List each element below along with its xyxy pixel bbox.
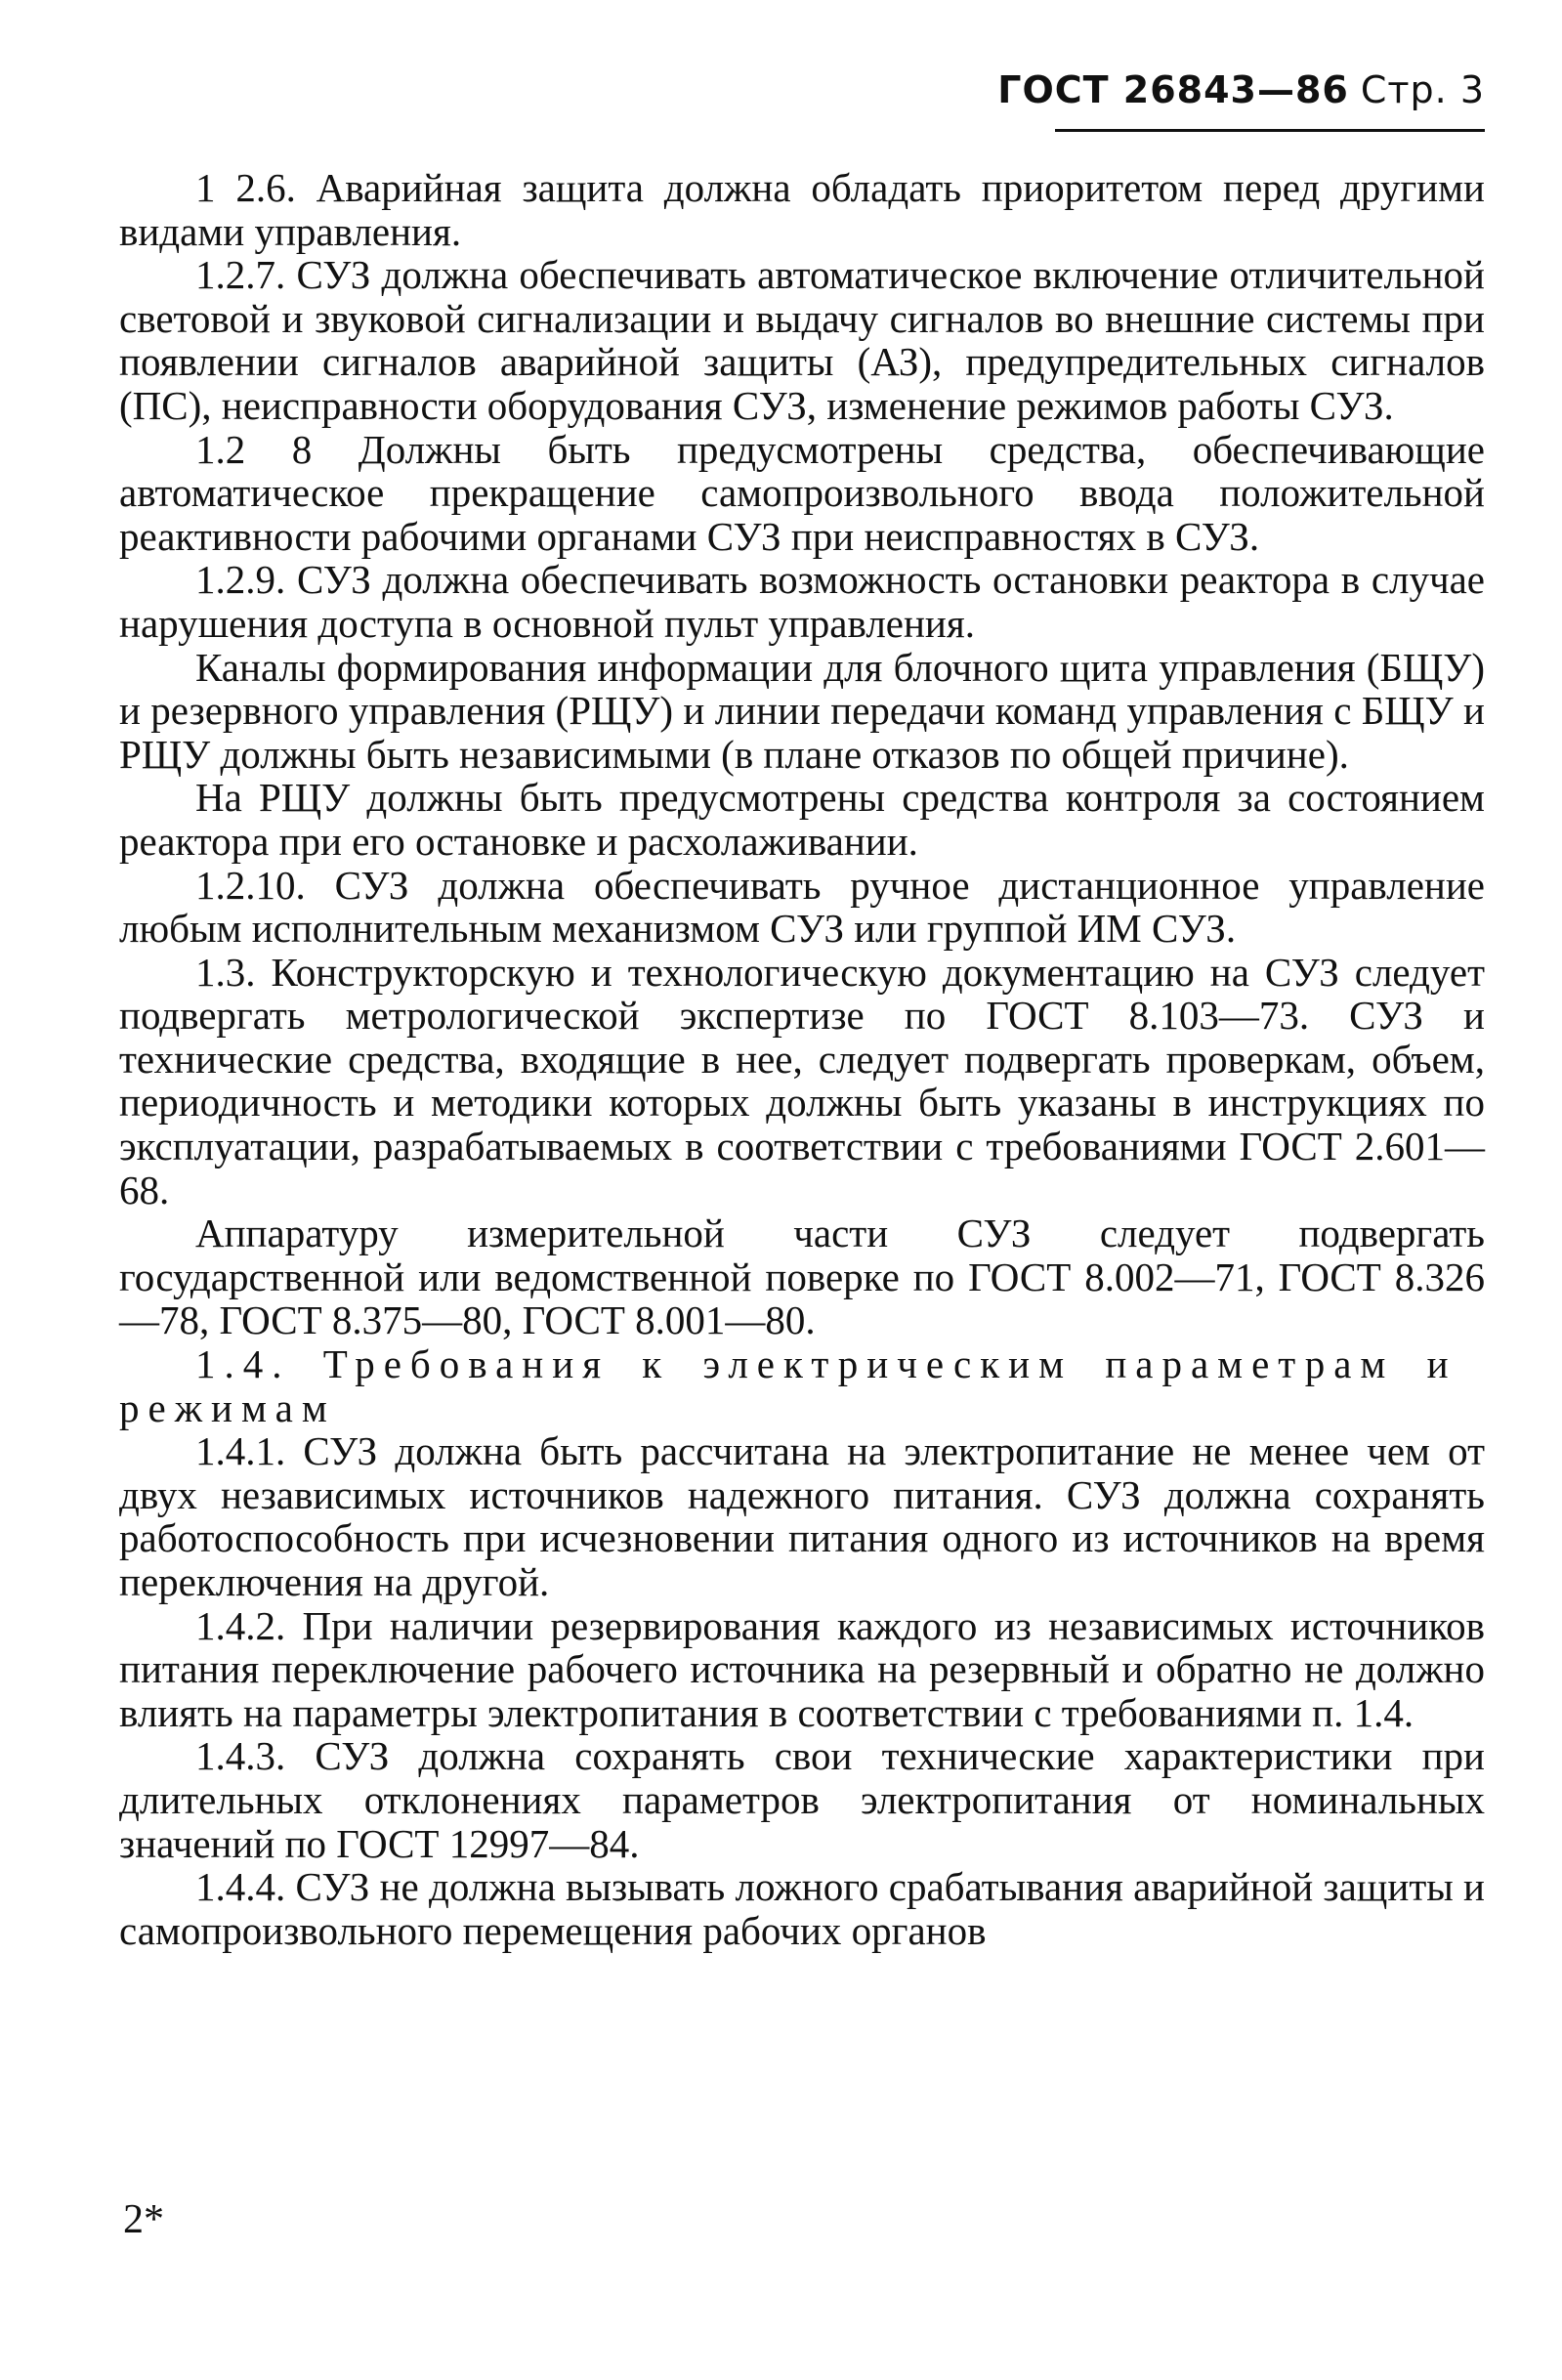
document-body: [119, 166, 1485, 1952]
paragraph-channels: Каналы формирования информации для блочного щита управления (БЩУ) и резервного управления (РЩУ) и линии передачи команд управления с БЩУ и РЩУ должны быть независимыми (в плане отказов по общей причине).: [119, 644, 1485, 777]
header-text: [997, 68, 1485, 111]
paragraph-1-2-6: 1 2.6. Аварийная защита должна обладать приоритетом перед другими видами управления.: [119, 165, 1485, 254]
paragraph-rshu-control: На РЩУ должны быть предусмотрены средства контроля за состоянием реактора при его остановке и расхолаживании.: [119, 775, 1485, 864]
header-rule: [1055, 129, 1485, 132]
paragraph-1-2-10: 1.2.10. СУЗ должна обеспечивать ручное дистанционное управление любым исполнительным механизмом СУЗ или группой ИМ СУЗ.: [119, 862, 1485, 952]
page-number: Стр. 3: [1360, 68, 1485, 111]
paragraph-1-2-9: 1.2.9. СУЗ должна обеспечивать возможность остановки реактора в случае нарушения доступа в основной пульт управления.: [119, 557, 1485, 646]
paragraph-1-4-2: 1.4.2. При наличии резервирования каждого из независимых источников питания переключение рабочего источника на резервный и обратно не должно влиять на параметры электропитания в соответствии с требованиями п. 1.4.: [119, 1602, 1485, 1735]
paragraph-1-4-3: 1.4.3. СУЗ должна сохранять свои технические характеристики при длительных отклонениях параметров электропитания от номинальных значений по ГОСТ 12997—84.: [119, 1733, 1485, 1866]
paragraph-1-4-4: 1.4.4. СУЗ не должна вызывать ложного срабатывания аварийной защиты и самопроизвольного перемещения рабочих органов: [119, 1864, 1485, 1953]
paragraph-1-2-7: 1.2.7. СУЗ должна обеспечивать автоматическое включение отличительной световой и звуковой сигнализации и выдачу сигналов во внешние системы при появлении сигналов аварийной защиты (АЗ), предупредительных сигналов (ПС), неисправности оборудования СУЗ, изменение режимов работы СУЗ.: [119, 252, 1485, 428]
section-heading-1-4: 1.4. Требования к электрическим параметрам и режимам: [119, 1341, 1457, 1430]
paragraph-1-4-1: 1.4.1. СУЗ должна быть рассчитана на электропитание не менее чем от двух независимых источников надежного питания. СУЗ должна сохранять работоспособность при исчезновении питания одного из источников на время переключения на другой.: [119, 1428, 1485, 1604]
paragraph-metrology-verification: Аппаратуру измерительной части СУЗ следует подвергать государственной или ведомственной поверке по ГОСТ 8.002—71, ГОСТ 8.326—78, ГОСТ 8.375—80, ГОСТ 8.001—80.: [119, 1211, 1485, 1343]
signature-mark: 2*: [123, 2197, 164, 2242]
paragraph-1-3: 1.3. Конструкторскую и технологическую документацию на СУЗ следует подвергать метрологической экспертизе по ГОСТ 8.103—73. СУЗ и технические средства, входящие в нее, следует подвергать проверкам, объем, периодичность и методики которых должны быть указаны в инструкциях по эксплуатации, разрабатываемых в соответствии с требованиями ГОСТ 2.601—68.: [119, 949, 1485, 1212]
standard-number: ГОСТ 26843—86: [997, 68, 1349, 111]
paragraph-1-2-8: 1.2 8 Должны быть предусмотрены средства, обеспечивающие автоматическое прекращение самопроизвольного ввода положительной реактивности рабочими органами СУЗ при неисправностях в СУЗ.: [119, 426, 1485, 559]
page-header: [997, 68, 1485, 137]
